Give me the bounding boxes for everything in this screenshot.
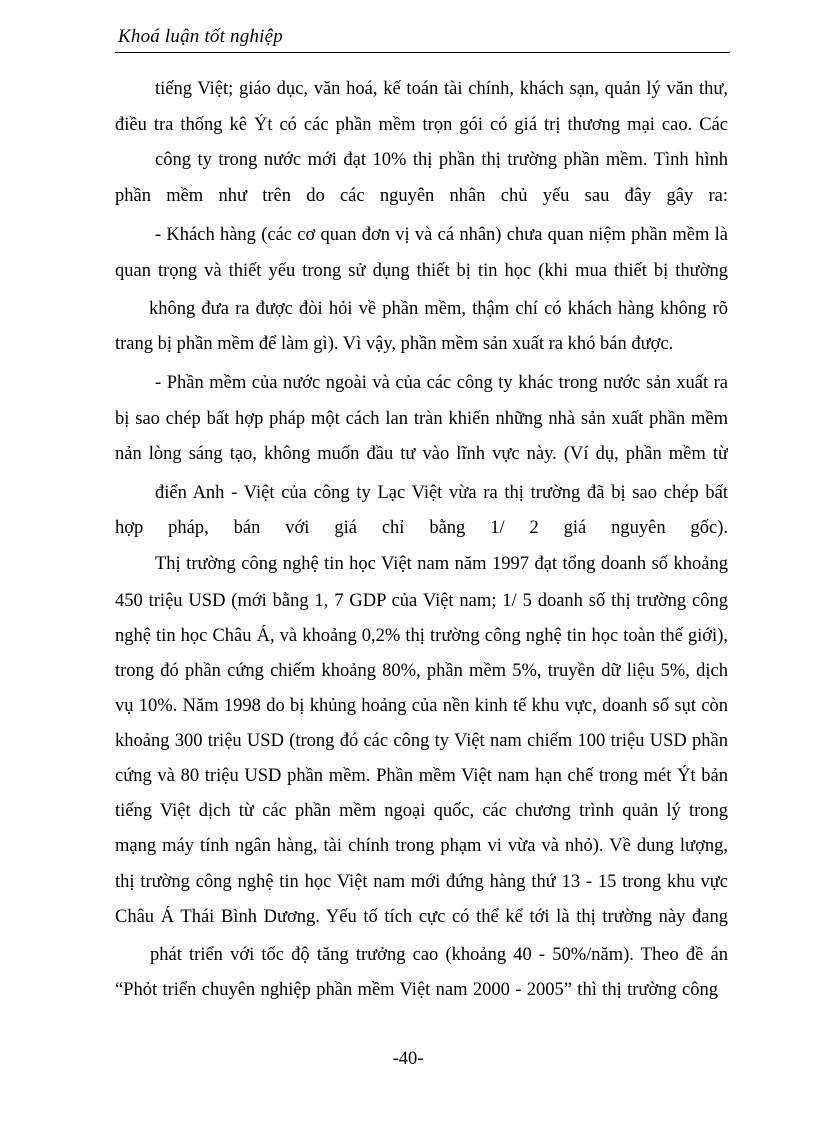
page-header — [115, 24, 730, 53]
text-line: cứng và 80 triệu USD phần mềm. Phần mềm Việt nam hạn chế trong mét Ýt bản — [115, 766, 728, 786]
text-line: công ty trong nước mới đạt 10% thị phần thị trường phần mềm. Tình hình — [155, 150, 728, 170]
page-number: -40- — [392, 1049, 424, 1069]
text-line: trang bị phần mềm để làm gì). Vì vậy, phần mềm sản xuất ra khó bán được. — [115, 334, 674, 354]
text-line: bị sao chép bất hợp pháp một cách lan tràn khiến những nhà sản xuất phần mềm — [115, 409, 728, 429]
text-line: phát triển với tốc độ tăng trưởng cao (khoảng 40 - 50%/năm). Theo đề án — [150, 945, 728, 965]
text-line: mạng máy tính ngân hàng, tài chính trong phạm vi vừa và nhỏ). Về dung lượng, — [115, 836, 728, 856]
text-line: trong đó phần cứng chiếm khoảng 80%, phần mềm 5%, truyền dữ liệu 5%, dịch — [115, 661, 728, 681]
text-line: thị trường công nghệ tin học Việt nam mới đứng hàng thứ 13 - 15 trong khu vực — [115, 872, 728, 892]
text-line: - Khách hàng (các cơ quan đơn vị và cá nhân) chưa quan niệm phần mềm là — [155, 225, 728, 245]
text-line: tiếng Việt; giáo dục, văn hoá, kế toán tài chính, khách sạn, quản lý văn thư, — [155, 79, 728, 99]
text-line: khoảng 300 triệu USD (trong đó các công ty Việt nam chiếm 100 triệu USD phần — [115, 731, 728, 751]
text-line: tiếng Việt dịch từ các phần mềm ngoại quốc, các chương trình quản lý trong — [115, 801, 728, 821]
text-line: hợp pháp, bán với giá chỉ bằng 1/ 2 giá nguyên gốc). — [115, 518, 728, 538]
text-line: - Phần mềm của nước ngoài và của các công ty khác trong nước sản xuất ra — [155, 373, 728, 393]
text-line: điển Anh - Việt của công ty Lạc Việt vừa ra thị trường đã bị sao chép bất — [155, 483, 728, 503]
text-line: nghệ tin học Châu Á, và khoảng 0,2% thị trường công nghệ tin học toàn thế giới), — [115, 626, 728, 646]
text-line: quan trọng và thiết yếu trong sử dụng thiết bị tin học (khi mua thiết bị thường — [115, 261, 728, 281]
text-line: không đưa ra được đòi hỏi về phần mềm, thậm chí có khách hàng không rõ — [149, 299, 728, 319]
text-line: phần mềm như trên do các nguyên nhân chủ yếu sau đây gây ra: — [115, 186, 728, 206]
text-line: “Phỏt triển chuyên nghiệp phần mềm Việt nam 2000 - 2005” thì thị trường công — [115, 980, 718, 1000]
text-line: Châu Á Thái Bình Dương. Yếu tố tích cực có thể kể tới là thị trường này đang — [115, 907, 728, 927]
text-line: nản lòng sáng tạo, không muốn đầu tư vào lĩnh vực này. (Ví dụ, phần mềm từ — [115, 444, 728, 464]
text-line: điều tra thống kê Ýt có các phần mềm trọn gói có giá trị thương mại cao. Các — [115, 115, 728, 135]
text-line: vụ 10%. Năm 1998 do bị khủng hoảng của nền kinh tế khu vực, doanh số sụt còn — [115, 696, 728, 716]
header-title: Khoá luận tốt nghiệp — [118, 26, 283, 47]
text-line: Thị trường công nghệ tin học Việt nam năm 1997 đạt tổng doanh số khoảng — [155, 554, 728, 574]
text-line: 450 triệu USD (mới bằng 1, 7 GDP của Việt nam; 1/ 5 doanh số thị trường công — [115, 591, 728, 611]
